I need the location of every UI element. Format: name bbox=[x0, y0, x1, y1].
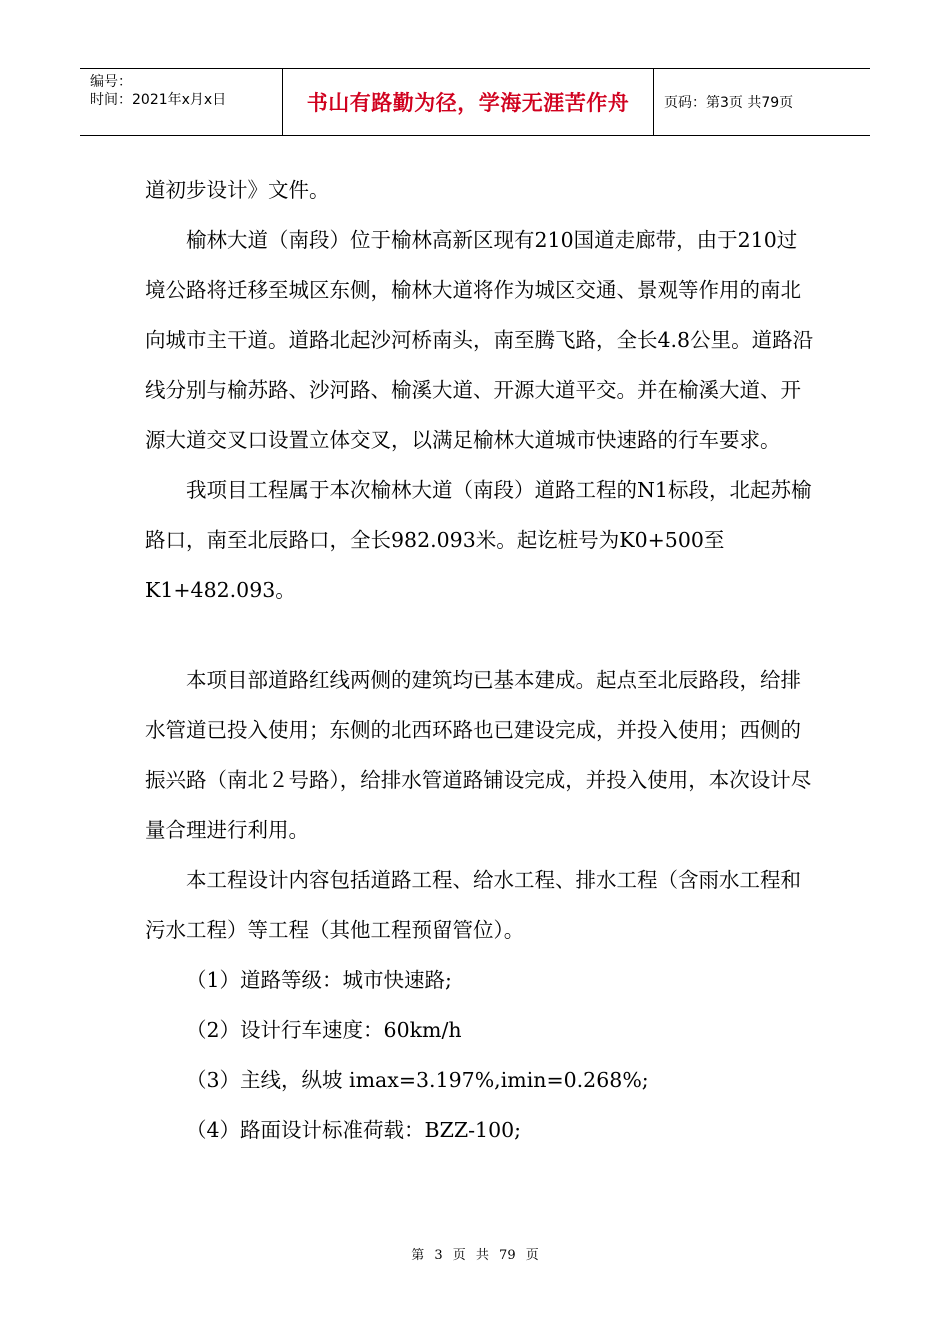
header-meta bbox=[80, 69, 283, 135]
list-item: （4）路面设计标准荷载：BZZ-100; bbox=[186, 1118, 522, 1142]
header-motto: 书山有路勤为径，学海无涯苦作舟 bbox=[283, 69, 654, 135]
page-footer: 第 3 页 共 79 页 bbox=[411, 1248, 539, 1263]
number-label: 编号： bbox=[90, 74, 132, 90]
paragraph-1: 道初步设计》文件。 bbox=[145, 178, 330, 202]
paragraph-3: 我项目工程属于本次榆林大道（南段）道路工程的N1标段，北起苏榆路口，南至北辰路口，全长982.093米。起讫桩号为K0+500至K1+482.093。 bbox=[145, 478, 812, 602]
list-item: （3）主线，纵坡 imax=3.197%,imin=0.268%; bbox=[186, 1068, 649, 1092]
list-item: （2）设计行车速度：60km/h bbox=[186, 1018, 462, 1042]
document-body bbox=[145, 165, 815, 1155]
paragraph-2: 榆林大道（南段）位于榆林高新区现有210国道走廊带，由于210过境公路将迁移至城区东侧，榆林大道将作为城区交通、景观等作用的南北向城市主干道。道路北起沙河桥南头，南至腾飞路，全长4.8公里。道路沿线分别与榆苏路、沙河路、榆溪大道、开源大道平交。并在榆溪大道、开源大道交叉口设置立体交叉，以满足榆林大道城市快速路的行车要求。 bbox=[145, 228, 814, 452]
page-header bbox=[80, 68, 870, 136]
header-page-info: 页码：第3页 共79页 bbox=[664, 95, 794, 111]
time-label: 时间：2021年x月x日 bbox=[90, 92, 227, 108]
paragraph-5: 本工程设计内容包括道路工程、给水工程、排水工程（含雨水工程和污水工程）等工程（其他工程预留管位）。 bbox=[145, 868, 801, 942]
paragraph-gap bbox=[145, 615, 815, 655]
paragraph-4: 本项目部道路红线两侧的建筑均已基本建成。起点至北辰路段，给排水管道已投入使用；东侧的北西环路也已建设完成，并投入使用；西侧的振兴路（南北２号路），给排水管道路铺设完成，并投入使用，本次设计尽量合理进行利用。 bbox=[145, 668, 812, 842]
list-item: （1）道路等级：城市快速路; bbox=[186, 968, 452, 992]
